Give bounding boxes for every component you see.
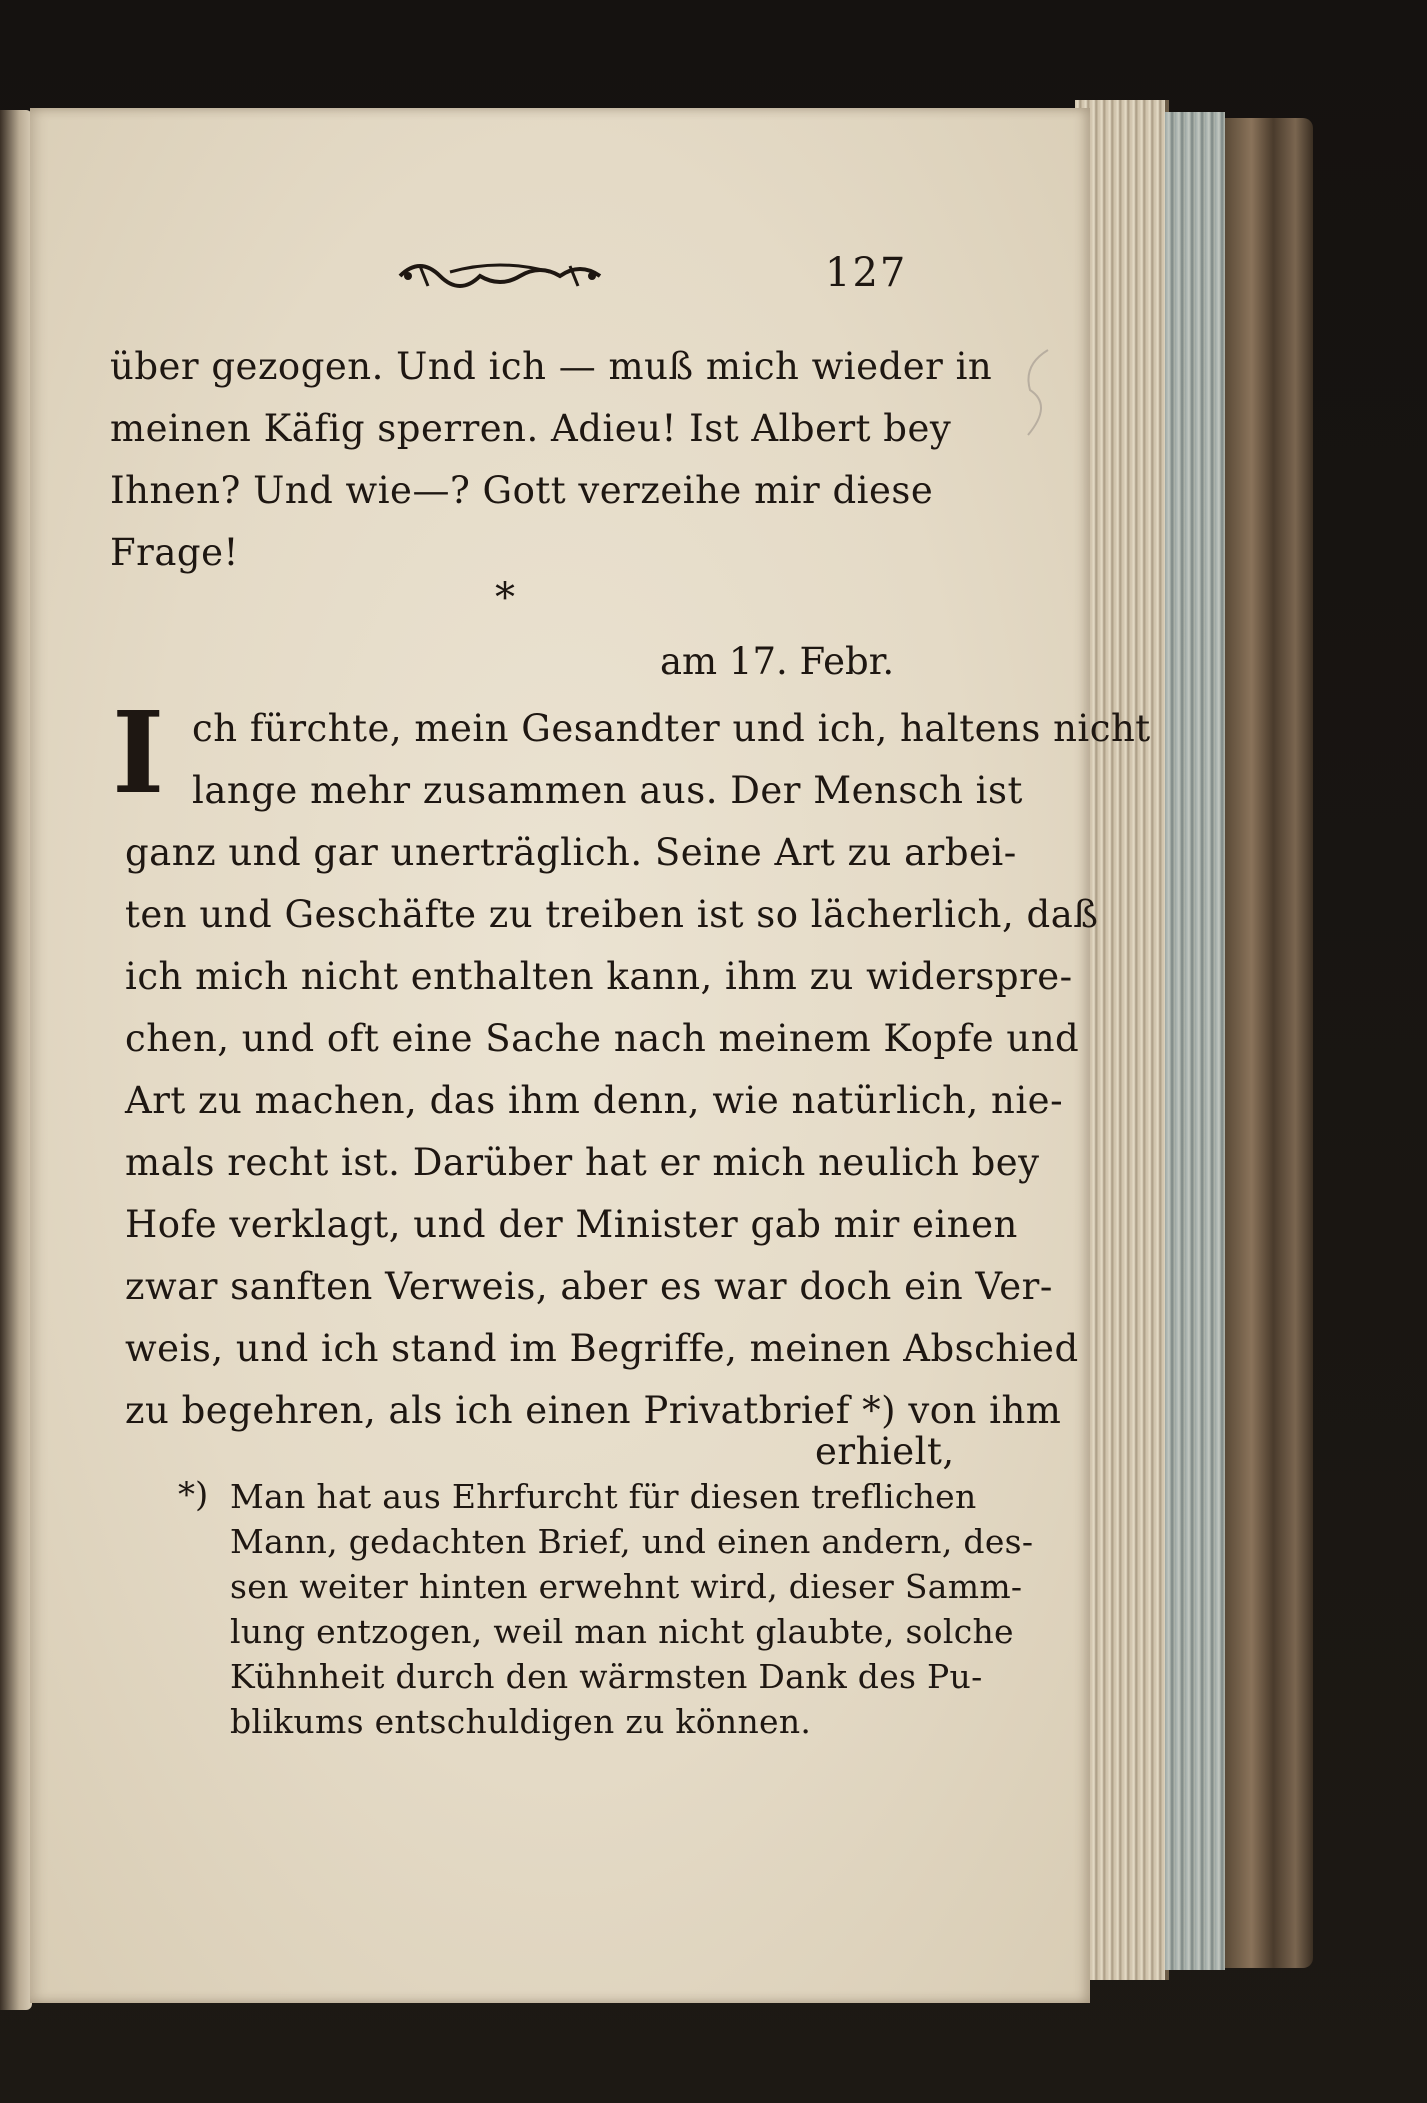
footnote-line: Man hat aus Ehrfurcht für diesen treflichen — [230, 1477, 977, 1516]
text-line: ten und Geschäfte zu treiben ist so lächerlich, daß — [125, 893, 1099, 936]
text-line: Ihnen? Und wie—? Gott verzeihe mir diese — [110, 469, 934, 512]
footnote-line: sen weiter hinten erwehnt wird, dieser Samm- — [230, 1567, 1023, 1606]
text-line: mals recht ist. Darüber hat er mich neulich bey — [125, 1141, 1040, 1184]
text-line: weis, und ich stand im Begriffe, meinen Abschied — [125, 1327, 1079, 1370]
footnote-line: blikums entschuldigen zu können. — [230, 1702, 812, 1741]
footnote-line: lung entzogen, weil man nicht glaubte, solche — [230, 1612, 1014, 1651]
text-line: ich mich nicht enthalten kann, ihm zu widerspre- — [125, 955, 1073, 998]
left-page-edge — [0, 110, 32, 2010]
text-line: ganz und gar unerträglich. Seine Art zu arbei- — [125, 831, 1017, 874]
footnote-marker: *) — [178, 1475, 209, 1515]
catchword: erhielt, — [815, 1430, 955, 1473]
footnote-line: Mann, gedachten Brief, und einen andern, des- — [230, 1522, 1034, 1561]
letter-date: am 17. Febr. — [660, 640, 895, 683]
drop-cap: I — [112, 688, 165, 819]
section-separator: * — [495, 575, 515, 621]
page-number: 127 — [825, 250, 908, 296]
text-line: zu begehren, als ich einen Privatbrief *) von ihm — [125, 1389, 1062, 1432]
ornament-icon — [390, 248, 610, 304]
text-line: über gezogen. Und ich — muß mich wieder in — [110, 345, 993, 388]
text-line: Hofe verklagt, und der Minister gab mir einen — [125, 1203, 1018, 1246]
text-line: ch fürchte, mein Gesandter und ich, haltens nicht — [192, 707, 1151, 750]
footnote-line: Kühnheit durch den wärmsten Dank des Pu- — [230, 1657, 983, 1696]
text-line: zwar sanften Verweis, aber es war doch ein Ver- — [125, 1265, 1053, 1308]
book-cover-edge — [1225, 118, 1313, 1968]
pencil-mark — [1018, 345, 1058, 440]
text-line: chen, und oft eine Sache nach meinem Kopfe und — [125, 1017, 1080, 1060]
page-stack-edge-inner — [1165, 112, 1225, 1970]
text-line: Frage! — [110, 531, 239, 574]
text-line: lange mehr zusammen aus. Der Mensch ist — [192, 769, 1023, 812]
text-line: meinen Käfig sperren. Adieu! Ist Albert bey — [110, 407, 952, 450]
text-line: Art zu machen, das ihm denn, wie natürlich, nie- — [125, 1079, 1064, 1122]
